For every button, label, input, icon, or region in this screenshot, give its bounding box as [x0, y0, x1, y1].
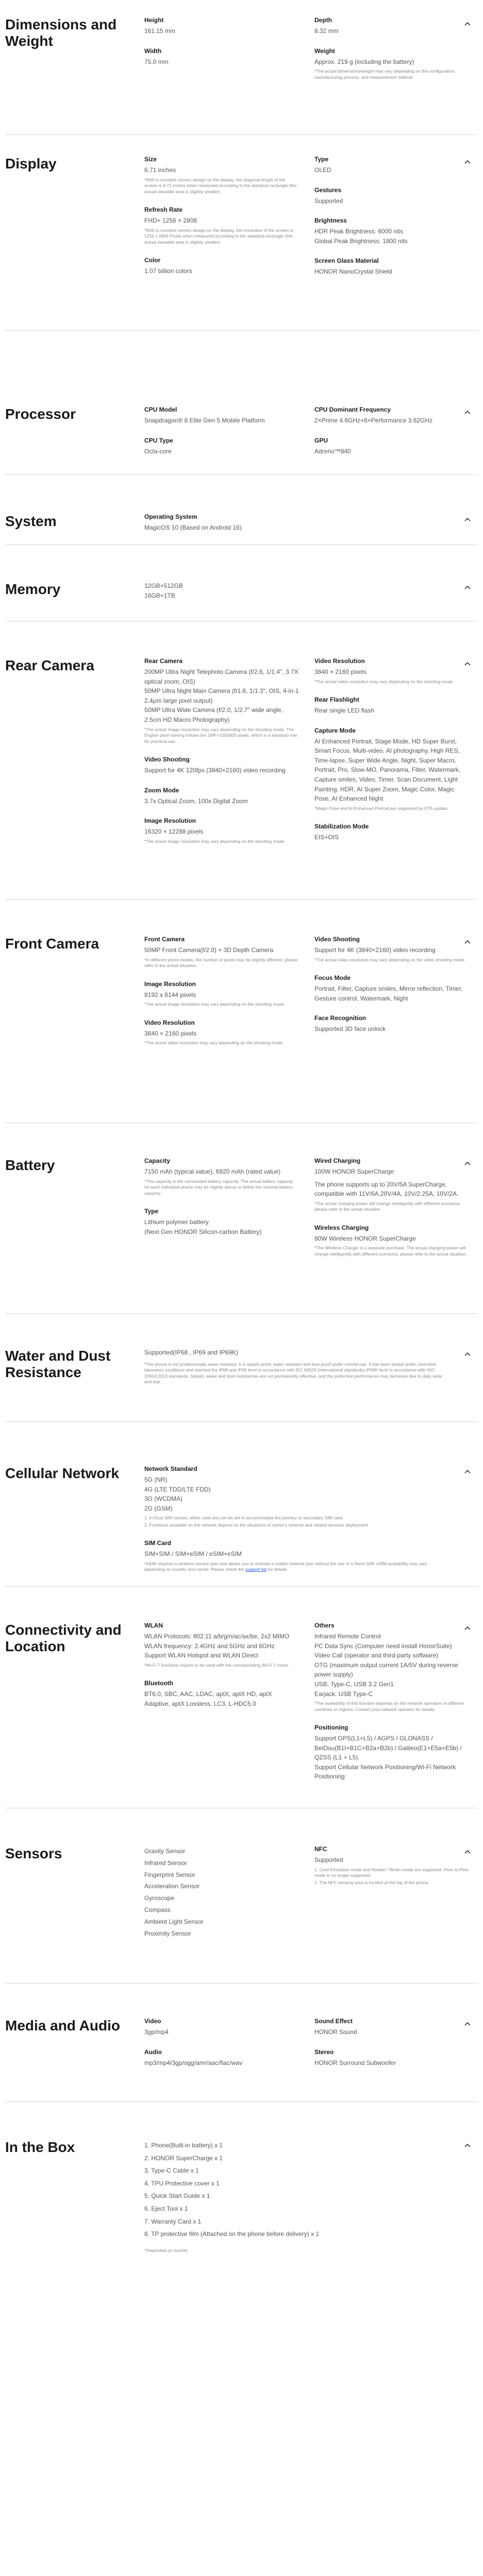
spec-value: Octa-core: [144, 447, 172, 455]
spec-value: Support for 4K 120fps (3840×2160) video recording: [144, 766, 286, 774]
section-sensors: [5, 1808, 478, 1984]
spec-column-right: [314, 936, 469, 1045]
spec-value-line: 4G (LTE TDD/LTE FDD): [144, 1485, 211, 1493]
spec-value: HONOR Sound: [314, 2028, 357, 2036]
section-front-camera: [5, 900, 478, 1123]
spec-column-right: [314, 657, 469, 854]
spec-stereo: [314, 2048, 469, 2068]
box-item: 6. Eject Tool x 1: [144, 2205, 188, 2212]
spec-note: *With a rounded corners design on the display, the resolution of the screen is 1256 x 2808 Pixels when measured according to the standard rectangle (the actual viewable area is slightly smaller).: [144, 227, 294, 245]
spec-value: 50MP Front Camera(f/2.0) + 3D Depth Camera: [144, 946, 274, 954]
spec-value: 75.0 mm: [144, 58, 169, 65]
spec-columns: [144, 621, 460, 899]
section-display: [5, 135, 478, 331]
spec-value-line: 100W HONOR SuperCharge: [314, 1168, 394, 1175]
spec-label: Refresh Rate: [144, 206, 183, 213]
spec-value-line: Video Call (operator and third-party software): [314, 1652, 438, 1659]
spec-label: Others: [314, 1622, 335, 1629]
spec-label: Operating System: [144, 513, 197, 520]
section-title: Battery: [5, 1157, 55, 1173]
section-title: Sensors: [5, 1845, 62, 1861]
section-dimensions: [5, 0, 478, 135]
spec-capture-mode: [314, 727, 469, 812]
spec-label: Height: [144, 16, 164, 24]
box-item: 5. Quick Start Guide x 1: [144, 2192, 210, 2200]
spec-columns: [144, 0, 456, 134]
spec-note: *The actual video resolution may vary depending on the shooting mode.: [314, 679, 454, 684]
spec-value: FHD+ 1256 × 2808: [144, 217, 197, 224]
spec-width: [144, 47, 299, 67]
spec-column-left: [144, 1845, 299, 1939]
spec-value: AI Enhanced Portrait, Stage Mode, HD Super Burst, Smart Focus, Multi-video, AI photography, High RES, Time-lapse, Super Wide Angle, Night, Super Macro, Portrait, Pro, Slow-MO, Panorama, Filter, Watermark, Capture smiles, Video, Timer, Scan Document, Light Painting, HDR, AI Super Zoom, Magic Color, Magic Pose, AI Enhanced Night: [314, 737, 460, 803]
section-title: Connectivity and Location: [5, 1622, 122, 1655]
spec-column-left: [144, 657, 299, 856]
spec-label: WLAN: [144, 1622, 163, 1629]
spec-value: [314, 227, 469, 246]
section-title: Rear Camera: [5, 657, 94, 673]
spec-note: *The actual image resolution may vary depending on the shooting mode.: [144, 838, 286, 844]
spec-value: Approx. 219 g (including the battery): [314, 58, 414, 65]
box-item: 4. TPU Protective cover x 1: [144, 2179, 220, 2187]
spec-value-line: 3G (WCDMA): [144, 1495, 182, 1503]
spec-os: [144, 513, 448, 533]
spec-column-left: [144, 2139, 448, 2253]
spec-column-right: [314, 406, 469, 467]
spec-value: Supported(IP68 , IP69 and IP69K): [144, 1349, 239, 1356]
spec-value: [144, 1632, 299, 1660]
spec-columns: [144, 900, 465, 1123]
spec-columns: [144, 1808, 469, 1983]
section-title: Memory: [5, 581, 61, 597]
spec-value: 3840 × 2160 pixels: [144, 1029, 197, 1037]
section-title: Cellular Network: [5, 1465, 119, 1481]
sensor-item: Compass: [144, 1906, 171, 1913]
spec-label: Width: [144, 47, 162, 55]
box-list: [144, 2139, 448, 2241]
spec-value: Adreno™840: [314, 447, 351, 455]
chevron-up-icon[interactable]: [463, 1350, 472, 1358]
spec-cpu-type: [144, 437, 299, 456]
spec-value: [314, 1167, 469, 1199]
sensor-item: Gravity Sensor: [144, 1848, 186, 1855]
chevron-up-icon[interactable]: [463, 1467, 472, 1476]
spec-label: CPU Model: [144, 406, 177, 413]
spec-note: *This capacity is the surrounded battery capacity. The actual battery capacity for each individual phone may be slightly above or below the nominal battery capacity.: [144, 1178, 293, 1196]
spec-label: Wireless Charging: [314, 1224, 369, 1231]
box-item: 1. Phone(Built-in battery) x 1: [144, 2142, 223, 2149]
spec-depth: [314, 16, 469, 36]
spec-value: HONOR NanoCrystal Shield: [314, 268, 392, 276]
section-media: [5, 1984, 478, 2102]
section-water-resistance: [5, 1314, 478, 1422]
spec-value: 16320 × 12288 pixels: [144, 828, 204, 836]
spec-note: *The actual video resolution may vary depending on the video shooting mode.: [314, 957, 465, 962]
spec-value: Supported: [314, 1856, 343, 1863]
spec-label: Brightness: [314, 217, 347, 225]
spec-network-standard: [144, 1465, 448, 1528]
spec-zoom-mode: [144, 787, 299, 806]
spec-label: Video: [144, 2018, 161, 2025]
spec-note-line: 2. The NFC sensing area is located at the top of the phone.: [314, 1879, 429, 1885]
sensor-item: Infrared Sensor: [144, 1859, 187, 1867]
spec-gestures: [314, 187, 469, 206]
spec-height: [144, 16, 299, 36]
spec-value-line: 50MP Ultra Wide Camera (f/2.0, 1/2.7" wide angle, 2.5cm HD Macro Photography): [144, 706, 283, 723]
section-cellular: [5, 1422, 478, 1587]
spec-columns: [144, 545, 449, 621]
sensor-item: Proximity Sensor: [144, 1929, 191, 1937]
spec-glass: [314, 257, 469, 277]
spec-wlan: [144, 1622, 299, 1668]
spec-label: Image Resolution: [144, 980, 196, 988]
spec-value-line: The phone supports up to 20V/5A SuperCharge, compatible with 11V/6A,20V/4A, 10V/2.25A, 10V/2A.: [314, 1180, 459, 1198]
spec-gpu: [314, 437, 469, 456]
spec-value: [314, 1632, 469, 1699]
section-rear-camera: [5, 621, 478, 900]
spec-note: *The actual dimensions/weight may vary depending on the configuration, manufacturing process, and measurement method.: [314, 69, 456, 80]
spec-value-line: Support WLAN Hotspot and WLAN Direct: [144, 1652, 258, 1659]
spec-value-line: Support Cellular Network Positioning/Wi-Fi Network Positioning: [314, 1763, 456, 1781]
spec-column-left: [144, 936, 299, 1058]
spec-sound-effect: [314, 2018, 469, 2037]
spec-value-line: WLAN frequency: 2.4GHz and 5GHz and 6GHz: [144, 1642, 275, 1650]
box-item: 2. HONOR SuperCharge x 1: [144, 2154, 223, 2162]
spec-columns: [144, 1123, 468, 1313]
spec-value-line: HDR Peak Brightness: 6000 nits: [314, 228, 404, 235]
spec-column-right: [314, 16, 469, 92]
spec-column-right: [314, 1157, 469, 1268]
spec-label: Gestures: [314, 186, 342, 194]
spec-column-left: [144, 1348, 448, 1385]
spec-label: Video Shooting: [144, 755, 190, 763]
spec-label: Screen Glass Material: [314, 257, 379, 265]
spec-column-right: [314, 2018, 469, 2079]
spec-value: BT6.0, SBC, AAC, LDAC, aptX, aptX HD, aptX Adaptive, aptX Lossless, LC3, L-HDC5.0: [144, 1690, 272, 1707]
spec-front-camera: [144, 936, 299, 969]
spec-brightness: [314, 217, 469, 246]
spec-label: Network Standard: [144, 1465, 197, 1472]
spec-value: EIS+OIS: [314, 834, 339, 841]
spec-focus-mode: [314, 974, 469, 1003]
spec-column-left: [144, 1622, 299, 1720]
spec-video-resolution: [144, 1019, 299, 1046]
spec-value: Portrait, Filter, Capture smiles, Mirror reflection, Timer, Gesture control, Watermark, Night: [314, 985, 463, 1002]
spec-label: Stereo: [314, 2048, 334, 2056]
spec-value-line: Global Peak Brightness: 1800 nits: [314, 237, 408, 245]
chevron-up-icon[interactable]: [463, 515, 472, 523]
spec-value: 1.07 billion colors: [144, 267, 192, 275]
spec-battery-type: [144, 1208, 299, 1236]
section-processor: [5, 331, 478, 475]
spec-label: Size: [144, 156, 157, 163]
spec-note: *Wi-Fi 7 functions require to be used with the corresponding Wi-Fi 7 router.: [144, 1662, 290, 1668]
spec-label: Video Resolution: [144, 1019, 195, 1026]
spec-label: NFC: [314, 1845, 327, 1853]
spec-image-resolution: [144, 980, 299, 1008]
spec-value: HONOR Surround Subwoofer: [314, 2059, 396, 2066]
spec-audio-format: [144, 2048, 299, 2068]
note-text: for details.: [268, 1567, 288, 1572]
spec-wired-charging: [314, 1157, 469, 1213]
spec-value: Supported 3D face unlock: [314, 1025, 386, 1033]
spec-value: 80W Wireless HONOR SuperCharge: [314, 1234, 416, 1242]
spec-label: Wired Charging: [314, 1157, 361, 1164]
memory-option: 16GB+1TB: [144, 591, 175, 599]
spec-columns: [144, 331, 449, 474]
spec-label: Video Shooting: [314, 936, 360, 943]
spec-note: [144, 1561, 448, 1573]
section-connectivity: [5, 1587, 478, 1808]
spec-wireless-charging: [314, 1224, 469, 1258]
spec-value: Supported: [314, 197, 343, 205]
spec-value-line: WLAN Protocols: 802.11 a/b/g/n/ac/ax/be, 2x2 MIMO: [144, 1633, 290, 1640]
spec-stabilization: [314, 823, 469, 842]
spec-value-line: 5G (NR): [144, 1476, 168, 1483]
spec-bluetooth: [144, 1680, 299, 1708]
section-memory: [5, 545, 478, 621]
spec-cpu-frequency: [314, 406, 469, 426]
spec-value: 161.15 mm: [144, 27, 176, 35]
spec-value-line: Lithium polymer battery: [144, 1218, 209, 1226]
spec-column-left: [144, 156, 299, 287]
spec-label: Stabilization Mode: [314, 823, 369, 831]
spec-value: Snapdragon® 8 Elite Gen 5 Mobile Platform: [144, 417, 265, 424]
spec-label: Rear Camera: [144, 657, 183, 665]
spec-column-right: [314, 156, 469, 288]
section-title: Water and Dust Resistance: [5, 1348, 111, 1381]
chevron-up-icon[interactable]: [463, 2141, 472, 2149]
sensor-list: [144, 1845, 299, 1939]
spec-value: 3.7x Optical Zoom, 100x Digital Zoom: [144, 797, 248, 805]
box-item: 7. Warranty Card x 1: [144, 2217, 202, 2225]
spec-value: mp3/mp4/3gp/ogg/amr/aac/flac/wav: [144, 2059, 243, 2066]
spec-label: CPU Dominant Frequency: [314, 406, 391, 413]
spec-image-resolution: [144, 817, 299, 844]
spec-value: Rear single LED flash: [314, 707, 375, 715]
spec-rear-flashlight: [314, 696, 469, 716]
spec-sim-card: [144, 1539, 448, 1573]
spec-label: Capacity: [144, 1157, 171, 1164]
spec-face-recognition: [314, 1014, 469, 1034]
spec-value: 7150 mAh (typical value), 6920 mAh (rated value): [144, 1168, 281, 1175]
spec-column-left: [144, 513, 448, 544]
spec-note: *With a rounded corners design on the display, the diagonal length of the screen is 6.71 inches when measured according to the standard rectangle (the actual viewable area is slightly smaller).: [144, 177, 297, 194]
spec-video-shooting: [144, 756, 299, 775]
spec-value: 8192 x 6144 pixels: [144, 991, 196, 998]
spec-capacity: [144, 1157, 299, 1196]
spec-columns: [144, 2102, 449, 2576]
spec-label: Color: [144, 257, 161, 264]
spec-note-line: 1. Card Emulation mode and Reader / Writer mode are supported. Peer-to-Peer mode is no longer supported.: [314, 1867, 469, 1878]
section-battery: [5, 1123, 478, 1314]
spec-value: OLED: [314, 166, 331, 174]
spec-note: *Depended on market.: [144, 2247, 189, 2253]
spec-label: Face Recognition: [314, 1014, 367, 1022]
spec-note-line: 1. In Dual SIM version, either card slot can be set to accommodate the primary or secondary SIM card.: [144, 1515, 343, 1521]
spec-rear-camera: [144, 657, 299, 744]
spec-value-line: Earjack: USB Type-C: [314, 1690, 373, 1698]
spec-column-right: [314, 1845, 469, 1897]
spec-label: Focus Mode: [314, 974, 351, 982]
spec-value: [144, 1217, 299, 1236]
sensor-item: Ambient Light Sensor: [144, 1918, 204, 1925]
section-in-the-box: [5, 2102, 478, 2576]
spec-column-left: [144, 406, 299, 467]
spec-note: *The availability of this function depends on the network operators in different countries or regions. Contact your network operator for details.: [314, 1701, 464, 1712]
spec-column-left: [144, 1157, 299, 1248]
spec-label: Bluetooth: [144, 1680, 173, 1687]
spec-note: *The actual image resolution may vary depending on the shooting mode. The English pixel naming follows the 1MP=1000000 pixels, which is a standard rule for practical use.: [144, 726, 297, 744]
spec-columns: [144, 1984, 449, 2102]
spec-note: *The actual image resolution may vary depending on the shooting mode.: [144, 1002, 286, 1007]
spec-value-line: (Next Gen HONOR Silicon-carbon Battery): [144, 1228, 262, 1235]
section-title: Front Camera: [5, 936, 99, 952]
chevron-up-icon[interactable]: [463, 583, 472, 591]
memory-option: 12GB+512GB: [144, 582, 184, 589]
spec-value: 3840 × 2160 pixels: [314, 668, 367, 675]
section-title: System: [5, 513, 57, 529]
spec-type: [314, 156, 469, 175]
spec-columns: [144, 1587, 464, 1808]
spec-label: CPU Type: [144, 436, 173, 444]
spec-value: Support for 4K (3840×2160) video recording: [314, 946, 436, 954]
spec-label: Type: [144, 1208, 159, 1215]
spec-value-line: USB: Type-C, USB 3.2 Gen1: [314, 1680, 394, 1688]
spec-label: GPU: [314, 436, 328, 444]
spec-label: SIM Card: [144, 1539, 172, 1547]
spec-others: [314, 1622, 469, 1713]
spec-value: 6.71 inches: [144, 166, 176, 174]
spec-value: SIM+SIM / SIM+eSIM / eSIM+eSIM: [144, 1550, 242, 1558]
spec-columns: [144, 135, 449, 330]
spec-video-format: [144, 2018, 299, 2037]
section-title: In the Box: [5, 2139, 75, 2155]
spec-note: *The Wireless Charger is a separate purchase. The actual charging power will change intelligently with different scenarios, please refer to the actual situation.: [314, 1245, 468, 1257]
spec-note: *The phone is not professionally water resistant. It is splash proof, water resistant and dust proof under normal use. It has been tested under controlled laboratory conditions and reached the IP68 and IP69 level in accordance with IEC 60529 (international standards).IP69K level in accordance with ISO 20653:2013 standards. Splash, water and dust resistances are not permanently effective, and the protective performance may decrease due to daily wear and tear.: [144, 1361, 442, 1384]
spec-value-line: Infrared Remote Control: [314, 1633, 381, 1640]
spec-value-line: OTG (maximum output current 1A/5V during reverse power supply): [314, 1661, 458, 1679]
section-title: Media and Audio: [5, 2018, 120, 2033]
spec-label: Audio: [144, 2048, 162, 2056]
spec-columns: [144, 1314, 449, 1421]
spec-nfc: [314, 1845, 469, 1886]
section-system: [5, 475, 478, 545]
spec-value-line: 50MP Ultra Night Main Camera (f/1.6, 1/1.3", OIS, 4-in-1 2.4μm large pixel output): [144, 687, 299, 704]
spec-column-right: [314, 1622, 469, 1793]
spec-column-left: [144, 1465, 448, 1584]
spec-columns: [144, 475, 449, 545]
spec-video-shooting: [314, 936, 469, 963]
spec-label: Image Resolution: [144, 817, 196, 825]
spec-value: [144, 1475, 448, 1513]
spec-value: [144, 667, 299, 725]
spec-positioning: [314, 1724, 469, 1782]
spec-value-line: 2G (GSM): [144, 1504, 173, 1512]
section-title: Display: [5, 156, 57, 172]
spec-label: Front Camera: [144, 936, 185, 943]
spec-note: [144, 1515, 448, 1528]
spec-value: 8.32 mm: [314, 27, 339, 35]
section-title: Dimensions and Weight: [5, 16, 117, 49]
spec-note: *In different photo modes, the number of pixels may be slightly different, please refer to the actual situation.: [144, 957, 298, 969]
spec-label: Sound Effect: [314, 2018, 353, 2025]
spec-refresh-rate: [144, 206, 299, 245]
spec-column-left: [144, 581, 299, 600]
spec-value-line: PC Data Sync (Computer need install HonorSuite): [314, 1642, 452, 1650]
spec-label: Video Resolution: [314, 657, 365, 665]
spec-label: Zoom Mode: [144, 786, 179, 794]
spec-value: MagicOS 10 (Based on Android 16): [144, 524, 242, 531]
spec-color: [144, 257, 299, 276]
spec-value: 3gp/mp4: [144, 2028, 169, 2036]
spec-label: Rear Flashlight: [314, 696, 359, 704]
spec-size: [144, 156, 299, 195]
spec-value: [314, 1734, 469, 1782]
spec-value: 2×Prime 4.6GHz+6×Performance 3.62GHz: [314, 417, 433, 424]
spec-note: *The actual video resolution may vary depending on the shooting mode.: [144, 1040, 284, 1046]
support-list-link[interactable]: support list: [245, 1567, 267, 1572]
spec-label: Weight: [314, 47, 335, 55]
spec-value-line: Support GPS(L1+L5) / AGPS / GLONASS / BeiDou(B1I+B1C+B2a+B2b) / Galileo(E1+E5a+E5b) / QZSS (L1 + L5): [314, 1735, 462, 1761]
spec-video-resolution: [314, 657, 469, 685]
spec-column-left: [144, 16, 299, 78]
box-item: 8. TP protective film (Attached on the phone before delivery) x 1: [144, 2230, 320, 2238]
spec-weight: [314, 47, 469, 81]
box-item: 3. Type-C Cable x 1: [144, 2167, 199, 2175]
spec-column-left: [144, 2018, 299, 2079]
spec-label: Depth: [314, 16, 332, 24]
sensor-item: Fingerprint Sensor: [144, 1871, 195, 1878]
sensor-item: Acceleration Sensor: [144, 1883, 200, 1890]
spec-note: *The actual charging power will change intelligently with different scenarios, please refer to the actual situation.: [314, 1200, 461, 1212]
spec-cpu-model: [144, 406, 299, 426]
spec-value-line: 200MP Ultra Night Telephoto Camera (f/2.6, 1/1.4", 3.7X optical zoom, OIS): [144, 668, 298, 685]
spec-note-line: 2. Functions available on the network depend on the situations of carrier's network and related services deployment.: [144, 1522, 370, 1528]
note-text: *eSIM requires a wireless service plan and allows you to activate a mobile network plan without the use of a Nano-SIM. eSIM availability may vary depending on country and carrier. Please check the: [144, 1561, 427, 1572]
spec-label: Type: [314, 156, 329, 163]
sensor-item: Gyroscope: [144, 1894, 175, 1902]
spec-label: Capture Mode: [314, 726, 356, 734]
spec-columns: [144, 1422, 449, 1586]
section-title: Processor: [5, 406, 76, 422]
spec-value: [144, 581, 299, 600]
spec-note: *Magic Pose and AI Enhanced Portrait are supported by OTA update.: [314, 805, 449, 811]
spec-note: [314, 1867, 469, 1886]
spec-label: Positioning: [314, 1724, 348, 1732]
